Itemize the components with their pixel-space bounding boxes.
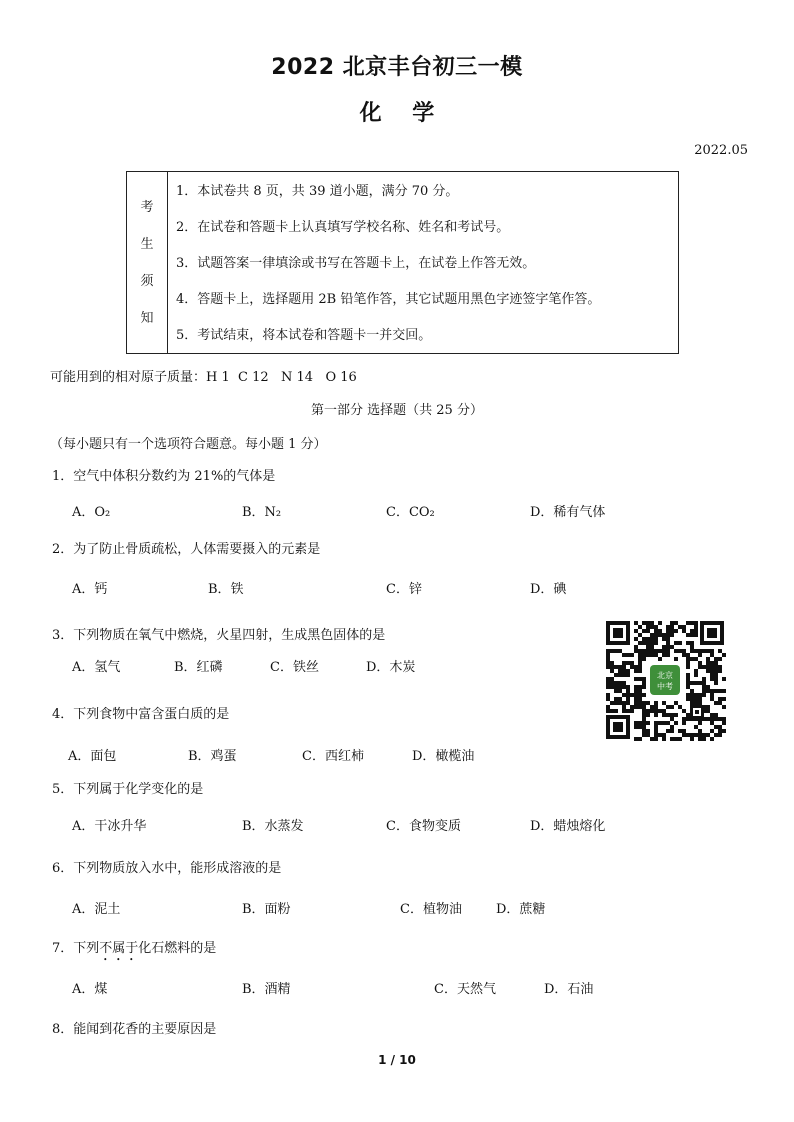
option-a: A．煤 <box>72 982 108 997</box>
question-stem-post: 化石燃料的是 <box>138 941 217 956</box>
option-b: B．面粉 <box>242 902 291 917</box>
option-c: C．CO₂ <box>386 505 435 520</box>
question-stem: 5．下列属于化学变化的是 <box>52 782 204 797</box>
notice-heading-char: 须 <box>140 273 154 289</box>
page-number: 1 / 10 <box>378 1053 416 1067</box>
option-b: B．酒精 <box>242 982 291 997</box>
option-d: D．木炭 <box>366 660 416 675</box>
notice-item: 2．在试卷和答题卡上认真填写学校名称、姓名和考试号。 <box>176 220 510 235</box>
qr-code <box>604 619 726 741</box>
question-stem: 6．下列物质放入水中，能形成溶液的是 <box>52 861 282 876</box>
option-d: D．橄榄油 <box>412 749 475 764</box>
qr-code-graphic <box>604 619 726 741</box>
option-a: A．O₂ <box>72 505 111 520</box>
notice-heading-char: 知 <box>140 310 154 326</box>
option-d: D．石油 <box>544 982 594 997</box>
exam-notice-box <box>126 171 679 354</box>
notice-item: 5．考试结束，将本试卷和答题卡一并交回。 <box>176 328 432 343</box>
exam-date: 2022.05 <box>694 143 748 158</box>
option-d: D．碘 <box>530 582 567 597</box>
option-c: C．铁丝 <box>270 660 319 675</box>
notice-item: 3．试题答案一律填涂或书写在答题卡上，在试卷上作答无效。 <box>176 256 536 271</box>
option-b: B．N₂ <box>242 505 282 520</box>
notice-item: 1．本试卷共 8 页，共 39 道小题，满分 70 分。 <box>176 184 459 199</box>
option-b: B．水蒸发 <box>242 819 304 834</box>
exam-title: 2022 北京丰台初三一模 <box>271 55 523 80</box>
option-c: C．天然气 <box>434 982 496 997</box>
question-stem: 2．为了防止骨质疏松，人体需要摄入的元素是 <box>52 542 321 557</box>
option-a: A．面包 <box>68 749 117 764</box>
option-c: C．植物油 <box>400 902 462 917</box>
qr-badge-text: 中考 <box>657 682 673 691</box>
section-instruction: （每小题只有一个选项符合题意。每小题 1 分） <box>50 437 327 452</box>
option-c: C．西红柿 <box>302 749 364 764</box>
option-c: C．锌 <box>386 582 422 597</box>
option-d: D．蔗糖 <box>496 902 546 917</box>
question-stem <box>52 937 216 964</box>
option-b: B．鸡蛋 <box>188 749 237 764</box>
section-title: 第一部分 选择题（共 25 分） <box>311 403 483 418</box>
option-a: A．钙 <box>72 582 108 597</box>
option-b: B．红磷 <box>174 660 223 675</box>
option-b: B．铁 <box>208 582 244 597</box>
notice-heading-char: 生 <box>140 236 154 252</box>
qr-badge-text: 北京 <box>657 671 673 680</box>
option-d: D．蜡烛熔化 <box>530 819 606 834</box>
notice-heading-char: 考 <box>140 199 154 215</box>
question-stem: 8．能闻到花香的主要原因是 <box>52 1022 217 1037</box>
notice-item: 4．答题卡上，选择题用 2B 铅笔作答，其它试题用黑色字迹签字笔作答。 <box>176 292 601 307</box>
question-stem: 1．空气中体积分数约为 21%的气体是 <box>52 469 276 484</box>
question-stem: 4．下列食物中富含蛋白质的是 <box>52 707 230 722</box>
notice-heading <box>127 172 168 353</box>
option-a: A．氢气 <box>72 660 121 675</box>
question-stem: 3．下列物质在氧气中燃烧，火星四射，生成黑色固体的是 <box>52 628 386 643</box>
option-a: A．泥土 <box>72 902 121 917</box>
atomic-masses: 可能用到的相对原子质量：H 1 C 12 N 14 O 16 <box>50 370 357 385</box>
question-stem-pre: 7．下列 <box>52 941 100 956</box>
subject-title: 化 学 <box>359 101 435 126</box>
question-stem-emphasis: 不属于 <box>99 941 139 956</box>
option-d: D．稀有气体 <box>530 505 606 520</box>
option-c: C．食物变质 <box>386 819 461 834</box>
option-a: A．干冰升华 <box>72 819 147 834</box>
